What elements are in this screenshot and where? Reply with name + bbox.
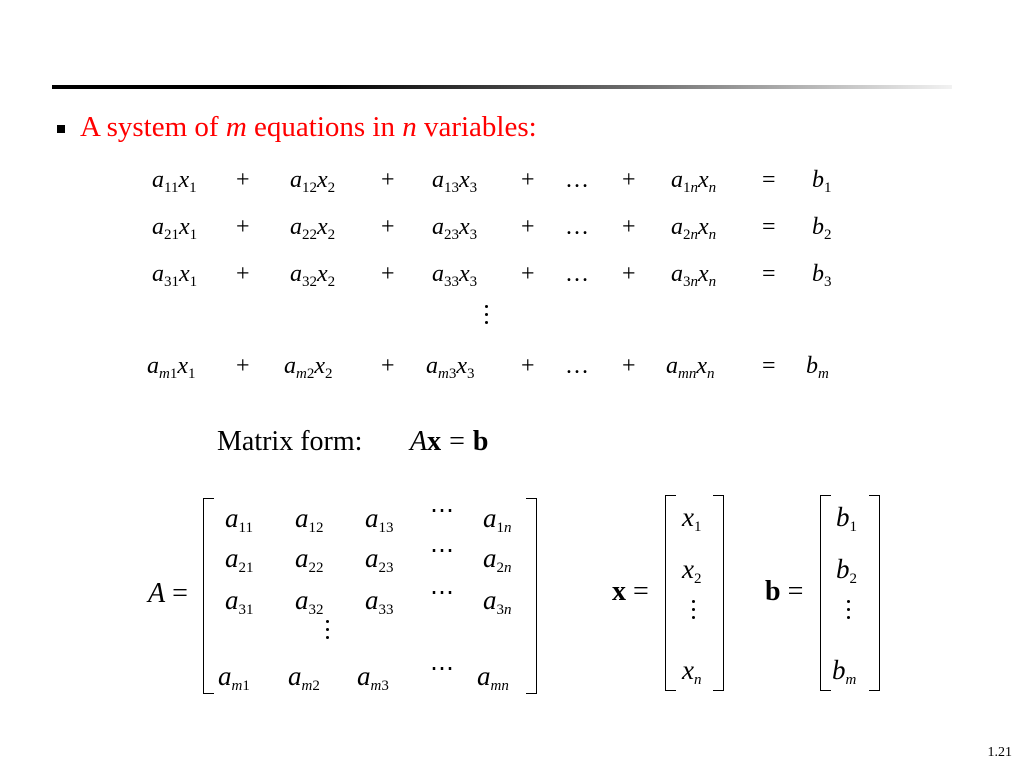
bullet-heading: A system of m equations in n variables:	[80, 111, 537, 143]
vector-entry: $b_1$	[836, 502, 857, 535]
matrix-entry: $a_{21}$	[225, 543, 254, 576]
vertical-ellipsis-icon	[847, 600, 852, 624]
plus-sign: +	[521, 214, 535, 240]
matrix-entry: $a_{2n}$	[483, 543, 512, 576]
equation-term: $a_{12}x_2$	[290, 167, 336, 196]
matrix-entry: $a_{m3}$	[357, 661, 389, 694]
matrix-entry: $a_{mn}$	[477, 661, 509, 694]
equation-term: $a_{32}x_2$	[290, 261, 336, 290]
equation-term: $a_{mn}x_n$	[666, 353, 715, 382]
matrix-entry: $a_{m2}$	[288, 661, 320, 694]
right-bracket	[526, 498, 537, 694]
matrix-entry: $a_{13}$	[365, 503, 394, 536]
equals-sign: =	[762, 167, 776, 193]
equation-term: $a_{23}x_3$	[432, 214, 478, 243]
equation-term: $a_{m3}x_3$	[426, 353, 475, 382]
plus-sign: +	[381, 167, 395, 193]
left-bracket	[665, 495, 676, 691]
vector-entry: $x_2$	[682, 554, 702, 587]
rhs-term: $b_m$	[806, 353, 829, 382]
plus-sign: +	[381, 353, 395, 379]
equals-sign: =	[762, 261, 776, 287]
plus-sign: +	[622, 167, 636, 193]
matrix-entry: $a_{3n}$	[483, 585, 512, 618]
vector-entry: $x_n$	[682, 655, 702, 688]
plus-sign: +	[381, 261, 395, 287]
ellipsis: …	[565, 261, 589, 287]
plus-sign: +	[521, 167, 535, 193]
matrix-entry: $a_{22}$	[295, 543, 324, 576]
matrix-entry: $a_{33}$	[365, 585, 394, 618]
ellipsis: …	[565, 214, 589, 240]
matrix-form-label: Matrix form:	[217, 426, 363, 457]
matrix-entry: $a_{31}$	[225, 585, 254, 618]
vector-entry: $x_1$	[682, 502, 702, 535]
ellipsis: …	[565, 167, 589, 193]
plus-sign: +	[521, 261, 535, 287]
equation-term: $a_{13}x_3$	[432, 167, 478, 196]
vertical-ellipsis-icon	[485, 305, 490, 329]
matrix-entry: $a_{1n}$	[483, 503, 512, 536]
cdots: ⋯	[430, 656, 454, 682]
equation-term: $a_{22}x_2$	[290, 214, 336, 243]
rhs-term: $b_3$	[812, 261, 832, 290]
plus-sign: +	[381, 214, 395, 240]
cdots: ⋯	[430, 538, 454, 564]
equation-term: $a_{11}x_1$	[152, 167, 197, 196]
left-bracket	[820, 495, 831, 691]
right-bracket	[713, 495, 724, 691]
matrix-a-label: A =	[148, 578, 188, 609]
plus-sign: +	[622, 261, 636, 287]
equation-term: $a_{m2}x_2$	[284, 353, 333, 382]
plus-sign: +	[521, 353, 535, 379]
matrix-entry: $a_{12}$	[295, 503, 324, 536]
right-bracket	[869, 495, 880, 691]
equation-term: $a_{1n}x_n$	[671, 167, 717, 196]
ellipsis: …	[565, 353, 589, 379]
matrix-entry: $a_{32}$	[295, 585, 324, 618]
vector-entry: $b_m$	[832, 655, 857, 688]
vector-entry: $b_2$	[836, 554, 857, 587]
bullet-icon	[57, 125, 65, 133]
plus-sign: +	[236, 167, 250, 193]
matrix-entry: $a_{m1}$	[218, 661, 250, 694]
equation-term: $a_{31}x_1$	[152, 261, 198, 290]
equation-term: $a_{21}x_1$	[152, 214, 198, 243]
plus-sign: +	[236, 261, 250, 287]
rhs-term: $b_2$	[812, 214, 832, 243]
equals-sign: =	[762, 353, 776, 379]
equals-sign: =	[762, 214, 776, 240]
vertical-ellipsis-icon	[326, 620, 331, 644]
equation-term: $a_{2n}x_n$	[671, 214, 717, 243]
equation-term: $a_{33}x_3$	[432, 261, 478, 290]
matrix-form-equation: Ax = b	[410, 426, 489, 457]
vertical-ellipsis-icon	[692, 600, 697, 624]
left-bracket	[203, 498, 214, 694]
rhs-term: $b_1$	[812, 167, 832, 196]
equation-term: $a_{3n}x_n$	[671, 261, 717, 290]
cdots: ⋯	[430, 498, 454, 524]
page-number: 1.21	[987, 745, 1012, 760]
matrix-entry: $a_{23}$	[365, 543, 394, 576]
plus-sign: +	[236, 214, 250, 240]
plus-sign: +	[622, 353, 636, 379]
plus-sign: +	[236, 353, 250, 379]
matrix-entry: $a_{11}$	[225, 503, 253, 536]
cdots: ⋯	[430, 580, 454, 606]
vector-x-label: x =	[612, 576, 649, 607]
title-rule	[52, 85, 952, 89]
equation-term: $a_{m1}x_1$	[147, 353, 196, 382]
plus-sign: +	[622, 214, 636, 240]
vector-b-label: b =	[765, 576, 804, 607]
